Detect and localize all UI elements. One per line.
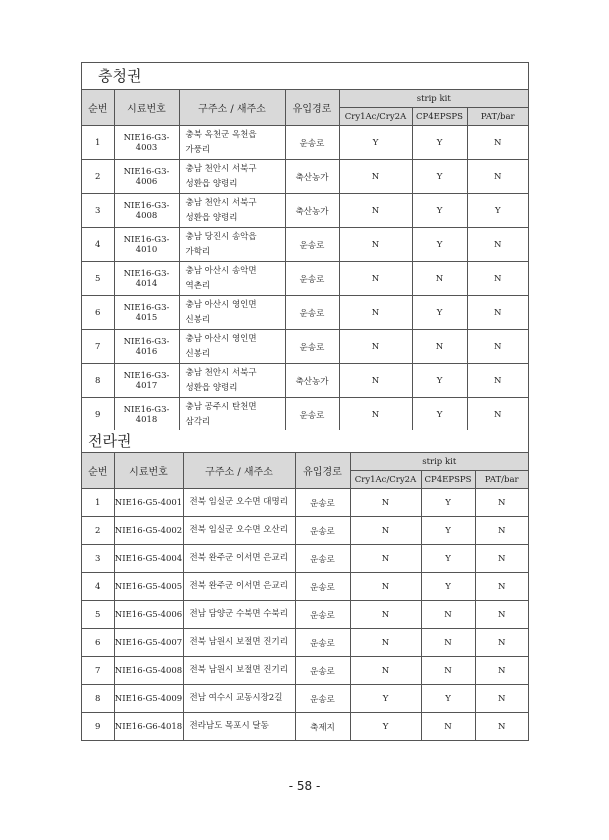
address-line: 역촌리 (185, 280, 211, 291)
address-line: 충남 당진시 송악읍 (185, 231, 257, 242)
route: 운송로 (295, 545, 350, 573)
table-row (82, 364, 528, 398)
kit-pat-result: N (467, 126, 528, 160)
sample-id: NIE16-G3-4017 (114, 364, 179, 398)
kit-cp4-result: Y (412, 228, 467, 262)
kit-cp4-result: N (421, 601, 475, 629)
table-row (82, 573, 528, 601)
address-line: 충남 아산시 영인면 (185, 333, 257, 344)
table-row (82, 126, 528, 160)
address (179, 398, 285, 432)
address-line: 삼각리 (185, 416, 211, 427)
kit-cp4-result: N (421, 713, 475, 741)
section-chungcheong (81, 62, 529, 432)
kit-pat-result: N (475, 713, 528, 741)
address (179, 262, 285, 296)
table-row (82, 517, 528, 545)
route: 축산농가 (285, 364, 339, 398)
kit-pat-result: N (475, 629, 528, 657)
route: 운송로 (295, 573, 350, 601)
kit-cp4-result: Y (412, 126, 467, 160)
table-row (82, 194, 528, 228)
row-number: 3 (82, 194, 114, 228)
address-line: 충북 옥천군 옥천읍 (185, 129, 257, 140)
header-strip-kit: strip kit (339, 90, 528, 108)
kit-cp4-result: Y (421, 545, 475, 573)
header-route: 유입경로 (295, 453, 350, 489)
row-number: 5 (82, 601, 114, 629)
sample-id: NIE16-G5-4008 (114, 657, 183, 685)
sample-id: NIE16-G3-4008 (114, 194, 179, 228)
kit-pat-result: N (467, 228, 528, 262)
table-row (82, 262, 528, 296)
kit-cp4-result: Y (412, 364, 467, 398)
kit-cp4-result: Y (421, 517, 475, 545)
kit-pat-result: N (475, 489, 528, 517)
header-kit-pat: PAT/bar (467, 108, 528, 126)
table-row (82, 296, 528, 330)
route: 운송로 (295, 629, 350, 657)
header-kit-cry: Cry1Ac/Cry2A (350, 471, 421, 489)
address (179, 364, 285, 398)
kit-cp4-result: Y (421, 685, 475, 713)
address-line: 성환읍 양령리 (185, 212, 238, 223)
route: 축산농가 (285, 194, 339, 228)
kit-cp4-result: Y (412, 398, 467, 432)
kit-cry-result: N (339, 296, 412, 330)
kit-pat-result: N (475, 517, 528, 545)
kit-cry-result: N (339, 330, 412, 364)
header-kit-cry: Cry1Ac/Cry2A (339, 108, 412, 126)
table-row (82, 489, 528, 517)
kit-cry-result: N (350, 629, 421, 657)
kit-pat-result: N (475, 685, 528, 713)
kit-cry-result: N (350, 545, 421, 573)
kit-pat-result: N (467, 262, 528, 296)
address-line: 전북 남원시 보절면 진기리 (189, 637, 288, 647)
route: 운송로 (295, 657, 350, 685)
header-sample-id: 시료번호 (114, 90, 179, 126)
address (183, 545, 295, 573)
table-row (82, 160, 528, 194)
route: 운송로 (285, 296, 339, 330)
row-number: 5 (82, 262, 114, 296)
address-line: 전북 완주군 이서면 은교리 (189, 581, 288, 591)
address-line: 충남 아산시 송악면 (185, 265, 257, 276)
row-number: 9 (82, 398, 114, 432)
kit-pat-result: N (467, 398, 528, 432)
kit-pat-result: N (475, 657, 528, 685)
kit-pat-result: N (475, 573, 528, 601)
address (179, 160, 285, 194)
kit-cp4-result: N (421, 657, 475, 685)
address-line: 충남 공주시 탄천면 (185, 401, 257, 412)
table-row (82, 685, 528, 713)
sample-id: NIE16-G3-4010 (114, 228, 179, 262)
kit-cp4-result: N (421, 629, 475, 657)
row-number: 6 (82, 296, 114, 330)
sample-id: NIE16-G5-4009 (114, 685, 183, 713)
table-row (82, 713, 528, 741)
sample-id: NIE16-G3-4003 (114, 126, 179, 160)
address-line: 전북 임실군 오수면 오산리 (189, 525, 288, 535)
kit-cp4-result: Y (412, 194, 467, 228)
kit-cry-result: N (339, 364, 412, 398)
kit-cry-result: N (350, 517, 421, 545)
address-line: 전라남도 목포시 달동 (189, 721, 269, 731)
row-number: 7 (82, 330, 114, 364)
row-number: 3 (82, 545, 114, 573)
row-number: 2 (82, 517, 114, 545)
kit-cry-result: Y (350, 685, 421, 713)
kit-pat-result: N (467, 160, 528, 194)
route: 축제지 (295, 713, 350, 741)
address (179, 296, 285, 330)
address-line: 전남 여수시 교동시장2길 (189, 693, 283, 703)
kit-cry-result: N (350, 601, 421, 629)
address-line: 신봉리 (185, 314, 211, 325)
section-title: 충청권 (82, 63, 528, 90)
kit-cp4-result: Y (412, 296, 467, 330)
table-row (82, 330, 528, 364)
route: 운송로 (295, 601, 350, 629)
address-line: 전북 임실군 오수면 대명리 (189, 497, 288, 507)
address-line: 성환읍 양령리 (185, 178, 238, 189)
address (179, 194, 285, 228)
address (183, 517, 295, 545)
header-no: 순번 (82, 453, 114, 489)
kit-cry-result: N (339, 262, 412, 296)
address-line: 신봉리 (185, 348, 211, 359)
address (183, 629, 295, 657)
header-no: 순번 (82, 90, 114, 126)
kit-pat-result: N (467, 364, 528, 398)
kit-cp4-result: Y (421, 489, 475, 517)
kit-cry-result: N (350, 489, 421, 517)
address-line: 충남 천안시 서북구 (185, 367, 257, 378)
route: 축산농가 (285, 160, 339, 194)
header-address: 구주소 / 새주소 (179, 90, 285, 126)
sample-id: NIE16-G3-4006 (114, 160, 179, 194)
table-row (82, 601, 528, 629)
results-table (82, 453, 528, 740)
address-line: 충남 천안시 서북구 (185, 163, 257, 174)
kit-pat-result: N (475, 545, 528, 573)
address-line: 가풍리 (185, 144, 211, 155)
kit-cry-result: Y (339, 126, 412, 160)
sample-id: NIE16-G5-4004 (114, 545, 183, 573)
sample-id: NIE16-G5-4007 (114, 629, 183, 657)
row-number: 2 (82, 160, 114, 194)
header-address: 구주소 / 새주소 (183, 453, 295, 489)
row-number: 1 (82, 126, 114, 160)
address (179, 228, 285, 262)
row-number: 4 (82, 573, 114, 601)
row-number: 1 (82, 489, 114, 517)
table-row (82, 657, 528, 685)
row-number: 4 (82, 228, 114, 262)
address (183, 601, 295, 629)
row-number: 9 (82, 713, 114, 741)
kit-pat-result: N (467, 330, 528, 364)
table-row (82, 228, 528, 262)
address-line: 충남 천안시 서북구 (185, 197, 257, 208)
kit-cry-result: N (339, 228, 412, 262)
section-title: 전라권 (82, 430, 528, 453)
address-line: 성환읍 양령리 (185, 382, 238, 393)
address-line: 충남 아산시 영인면 (185, 299, 257, 310)
address (183, 685, 295, 713)
route: 운송로 (285, 228, 339, 262)
kit-cp4-result: N (412, 330, 467, 364)
kit-cp4-result: Y (412, 160, 467, 194)
address (183, 573, 295, 601)
route: 운송로 (285, 330, 339, 364)
sample-id: NIE16-G3-4015 (114, 296, 179, 330)
route: 운송로 (285, 126, 339, 160)
sample-id: NIE16-G6-4018 (114, 713, 183, 741)
kit-cry-result: Y (350, 713, 421, 741)
row-number: 6 (82, 629, 114, 657)
kit-pat-result: Y (467, 194, 528, 228)
page-number: - 58 - (288, 779, 321, 793)
kit-cp4-result: N (412, 262, 467, 296)
row-number: 7 (82, 657, 114, 685)
route: 운송로 (295, 517, 350, 545)
section-jeolla (81, 430, 529, 741)
sample-id: NIE16-G3-4014 (114, 262, 179, 296)
sample-id: NIE16-G5-4001 (114, 489, 183, 517)
kit-cry-result: N (350, 573, 421, 601)
kit-cry-result: N (339, 160, 412, 194)
address-line: 전북 남원시 보절면 진기리 (189, 665, 288, 675)
kit-cp4-result: Y (421, 573, 475, 601)
header-sample-id: 시료번호 (114, 453, 183, 489)
address (183, 489, 295, 517)
sample-id: NIE16-G5-4006 (114, 601, 183, 629)
route: 운송로 (295, 685, 350, 713)
results-table (82, 90, 528, 431)
kit-pat-result: N (475, 601, 528, 629)
address (179, 126, 285, 160)
row-number: 8 (82, 685, 114, 713)
row-number: 8 (82, 364, 114, 398)
kit-pat-result: N (467, 296, 528, 330)
header-kit-pat: PAT/bar (475, 471, 528, 489)
kit-cry-result: N (350, 657, 421, 685)
sample-id: NIE16-G3-4016 (114, 330, 179, 364)
sample-id: NIE16-G5-4002 (114, 517, 183, 545)
address-line: 전남 담양군 수북면 수북리 (189, 609, 288, 619)
address (179, 330, 285, 364)
kit-cry-result: N (339, 398, 412, 432)
header-strip-kit: strip kit (350, 453, 528, 471)
table-row (82, 545, 528, 573)
route: 운송로 (285, 398, 339, 432)
table-row (82, 398, 528, 432)
table-row (82, 629, 528, 657)
sample-id: NIE16-G3-4018 (114, 398, 179, 432)
header-route: 유입경로 (285, 90, 339, 126)
address-line: 전북 완주군 이서면 은교리 (189, 553, 288, 563)
address (183, 657, 295, 685)
header-kit-cp4: CP4EPSPS (412, 108, 467, 126)
address-line: 가학리 (185, 246, 211, 257)
sample-id: NIE16-G5-4005 (114, 573, 183, 601)
address (183, 713, 295, 741)
header-kit-cp4: CP4EPSPS (421, 471, 475, 489)
kit-cry-result: N (339, 194, 412, 228)
route: 운송로 (285, 262, 339, 296)
route: 운송로 (295, 489, 350, 517)
